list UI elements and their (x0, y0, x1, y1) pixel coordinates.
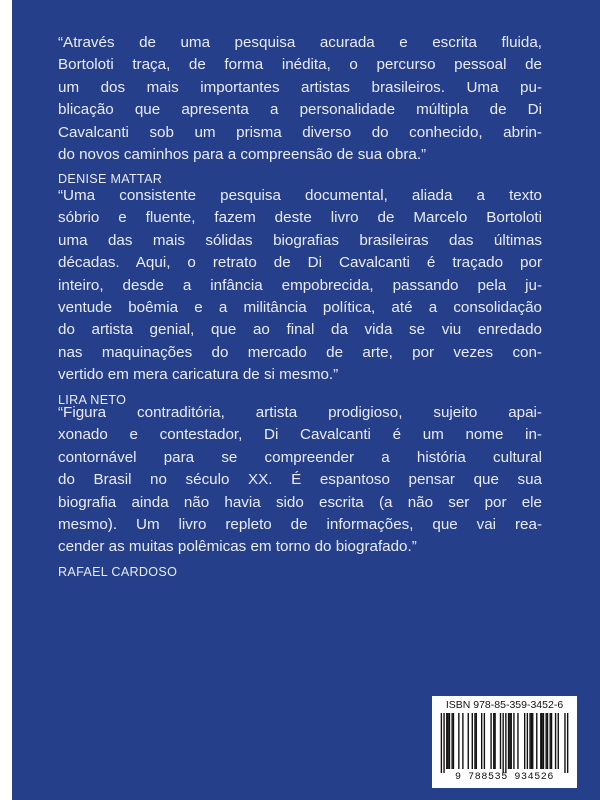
barcode-bar (567, 713, 568, 773)
back-cover (12, 0, 600, 800)
barcode-bar (517, 713, 518, 769)
barcode-bar (555, 713, 556, 769)
barcode-bar (446, 713, 447, 769)
barcode-bar (527, 713, 528, 769)
barcode-bar (524, 713, 525, 769)
barcode-bar (481, 713, 482, 769)
barcode-bar (449, 713, 450, 769)
barcode-bar (543, 713, 544, 769)
quote-line: mesmo). Um livro repleto de informações, que vai rea- (58, 516, 542, 534)
isbn-label: ISBN 978-85-359-3452-6 (445, 699, 564, 711)
barcode-bar (545, 713, 546, 769)
quote-line: xonado e contestador, Di Cavalcanti é um nome in- (58, 426, 542, 444)
quote-line: Cavalcanti sob um prisma diverso do conhecido, abrin- (58, 123, 542, 141)
barcode-bar (513, 713, 514, 769)
quote-line: décadas. Aqui, o retrato de Di Cavalcanti é traçado por (58, 254, 542, 272)
quote-lira-neto (58, 185, 542, 409)
barcode-bar (500, 713, 501, 769)
quote-rafael-cardoso (58, 402, 542, 581)
quote-line: vertido em mera caricatura de si mesmo.” (58, 366, 339, 384)
barcode-bar (564, 713, 565, 773)
barcode-bar (531, 713, 532, 769)
quote-line: “Figura contraditória, artista prodigioso, sujeito apai- (58, 404, 542, 421)
barcode-bar (484, 713, 485, 769)
quote-line: ventude boêmia e a militância política, até a consolidação (58, 299, 542, 317)
quote-line: do novos caminhos para a compreensão de sua obra.” (58, 146, 427, 164)
barcode-bar (551, 713, 552, 769)
barcode-bar (529, 713, 530, 769)
quote-line: blicação que apresenta a personalidade múltipla de Di (58, 101, 542, 119)
barcode-bar (511, 713, 512, 769)
barcode-bar (447, 713, 448, 769)
barcode-bar (509, 713, 510, 769)
barcode-bar (443, 713, 444, 773)
quote-line: do Brasil no século XX. É espantoso pensar que sua (58, 471, 542, 489)
quote-denise-mattar (58, 32, 542, 188)
quote-line: cender as muitas polêmicas em torno do biografado.” (58, 538, 417, 556)
barcode-bar (508, 713, 509, 769)
barcode-bar (472, 713, 473, 769)
barcode-bar (550, 713, 551, 769)
barcode-bar (532, 713, 533, 769)
barcode-digits: 9 788535 934526 (454, 772, 554, 783)
barcode-bars (438, 713, 571, 773)
barcode-bar (462, 713, 463, 769)
barcode-bar (476, 713, 477, 769)
quote-line: biografia ainda não havia sido escrita (a não ser por ele (58, 493, 542, 511)
barcode-bar (547, 713, 548, 769)
quote-line: nas maquinações do mercado de arte, por vezes con- (58, 343, 542, 361)
barcode-bar (468, 713, 469, 769)
quote-author: DENISE MATTAR (58, 172, 163, 187)
barcode-bar (494, 713, 495, 769)
barcode-bar (458, 713, 459, 769)
quote-line: “Uma consistente pesquisa documental, aliada a texto (58, 187, 542, 204)
barcode-bar (490, 713, 491, 769)
barcode-bar (541, 713, 542, 769)
isbn-barcode (432, 696, 577, 788)
barcode-bar (451, 713, 452, 769)
barcode-bar (453, 713, 454, 769)
quote-line: Bortoloti traça, de forma inédita, o percurso pessoal de (58, 56, 542, 74)
quote-line: contornável para se compreender a história cultural (58, 448, 542, 466)
barcode-bar (558, 713, 559, 769)
barcode-bar (441, 713, 442, 773)
quote-line: um dos mais importantes artistas brasileiros. Uma pu- (58, 78, 542, 96)
barcode-bar (493, 713, 494, 769)
barcode-bar (502, 713, 503, 773)
quote-author: RAFAEL CARDOSO (58, 564, 178, 579)
quote-line: inteiro, desde a infância empobrecida, passando pela ju- (58, 276, 542, 294)
quote-line: “Através de uma pesquisa acurada e escrita fluida, (58, 34, 542, 51)
quote-line: do artista genial, que ao final da vida se viu enredado (58, 321, 542, 339)
barcode-bar (505, 713, 506, 773)
quote-line: sóbrio e fluente, fazem deste livro de Marcelo Bortoloti (58, 209, 542, 227)
barcode-bar (540, 713, 541, 769)
barcode-bar (474, 713, 475, 769)
quote-author: LIRA NETO (58, 392, 127, 407)
quote-line: uma das mais sólidas biografias brasileiras das últimas (58, 231, 542, 249)
barcode-bar (536, 713, 537, 769)
